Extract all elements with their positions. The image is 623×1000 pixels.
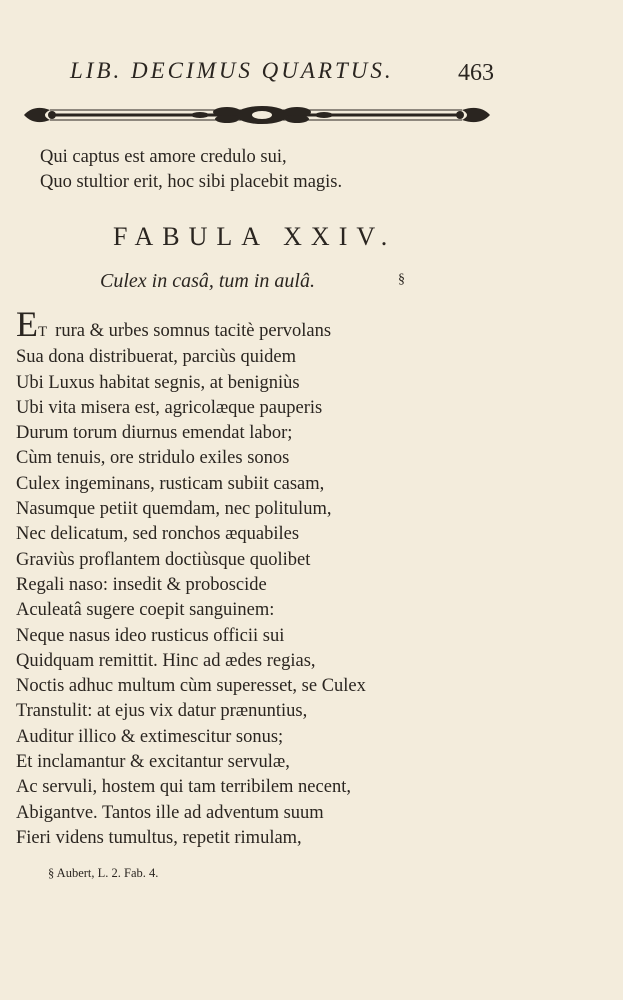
text-line: Graviùs proflantem doctiùsque quolibet [16,549,311,570]
text-line: Abigantve. Tantos ille ad adventum suum [16,802,324,823]
text-line: Transtulit: at ejus vix datur prænuntius, [16,701,308,722]
first-word-rest: T [38,324,50,340]
text-line: Quo stultior erit, hoc sibi placebit magis. [40,172,343,193]
text-line: Auditur illico & extimescitur sonus; [16,726,284,747]
fable-title: FABULA XXIV. [113,222,397,251]
page-number: 463 [458,60,494,86]
text-line: Culex ingeminans, rusticam subiit casam, [16,473,325,494]
text-line: Cùm tenuis, ore stridulo exiles sonos [16,448,290,469]
fable-body [16,304,366,851]
first-line-text: rura & urbes somnus tacitè pervolans [55,321,332,341]
text-line: Noctis adhuc multum cùm superesset, se Culex [16,676,366,697]
text-line: Quidquam remittit. Hinc ad ædes regias, [16,650,316,671]
previous-fable-end [40,145,342,196]
running-head-title: LIB. DECIMUS QUARTUS. [70,58,394,83]
fable-subtitle: Culex in casâ, tum in aulâ. [100,270,315,292]
text-line: Ubi Luxus habitat segnis, at benigniùs [16,372,300,393]
text-line: Neque nasus ideo rusticus officii sui [16,625,285,646]
text-line: Qui captus est amore credulo sui, [40,147,287,167]
footnote: § Aubert, L. 2. Fab. 4. [48,866,159,880]
text-line: Nasumque petiit quemdam, nec politulum, [16,499,332,520]
ornamental-rule-icon [22,98,492,132]
text-line: Et inclamantur & excitantur servulæ, [16,752,290,773]
text-line: Durum torum diurnus emendat labor; [16,423,293,444]
text-line: Aculeatâ sugere coepit sanguinem: [16,600,275,621]
text-line: Ubi vita misera est, agricolæque pauperis [16,397,323,418]
text-line: Nec delicatum, sed ronchos æquabiles [16,524,300,545]
text-line: Regali naso: insedit & proboscide [16,574,267,595]
drop-cap: E [16,304,38,344]
first-text-line [16,304,366,345]
text-line: Sua dona distribuerat, parciùs quidem [16,347,297,368]
footnote-mark: § [398,272,405,287]
text-line: Fieri videns tumultus, repetit rimulam, [16,827,302,848]
text-line: Ac servuli, hostem qui tam terribilem necent, [16,777,351,798]
